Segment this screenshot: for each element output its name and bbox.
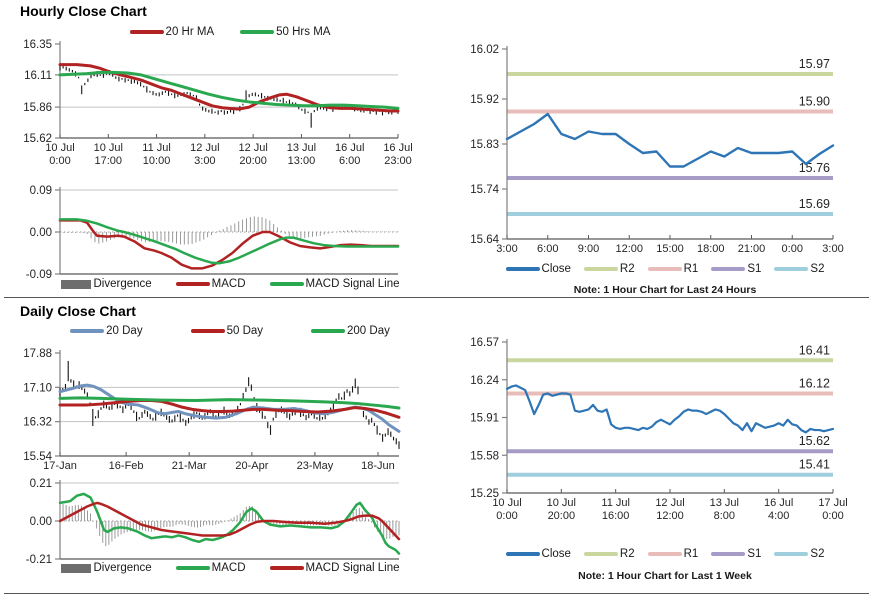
y-tick-label: 15.58 — [470, 450, 499, 463]
y-tick-label: -0.09 — [25, 269, 52, 281]
line-swatch-icon — [584, 552, 618, 556]
legend-label: Close — [541, 263, 571, 275]
level-label-S1: 15.62 — [798, 434, 830, 449]
legend-label: 50 Hrs MA — [276, 26, 331, 38]
hourly-pivot-chart — [437, 28, 873, 266]
level-label-R1: 16.12 — [798, 376, 830, 391]
line-swatch-icon — [191, 329, 225, 333]
level-label-R2: 15.97 — [798, 57, 830, 71]
y-tick-label: 16.02 — [470, 44, 499, 56]
daily-ma-legend — [61, 325, 399, 337]
legend-item-r1 — [648, 263, 699, 275]
legend-item-200-day — [311, 325, 390, 337]
line-swatch-icon — [584, 267, 618, 271]
x-tick-label: 21-Mar — [171, 460, 207, 472]
x-tick-label: 10 Jul 0:00 — [45, 142, 75, 167]
legend-label: R2 — [619, 548, 635, 560]
legend-item-50-hrs-ma — [240, 26, 330, 38]
legend-item-macd — [176, 562, 246, 574]
legend-label: MACD Signal Line — [305, 278, 400, 290]
legend-item-s2 — [774, 548, 824, 560]
legend-label: Divergence — [93, 278, 152, 290]
level-label-S2: 15.41 — [798, 457, 830, 472]
y-tick-label: 0.21 — [29, 478, 52, 490]
level-label-R2: 16.41 — [798, 343, 830, 358]
legend-item-20-day — [70, 325, 142, 337]
line-swatch-icon — [711, 267, 745, 271]
x-tick-label: 18-Jun — [361, 460, 395, 472]
legend-label: Divergence — [93, 562, 152, 574]
x-tick-label: 20-Apr — [235, 460, 269, 472]
legend-item-50-day — [191, 325, 263, 337]
y-tick-label: 15.25 — [470, 488, 499, 500]
line-swatch-icon — [648, 267, 682, 271]
x-tick-label: 13 Jul 8:00 — [709, 497, 740, 522]
legend-label: MACD — [211, 562, 246, 574]
y-tick-label: 15.83 — [470, 139, 499, 151]
y-tick-label: 15.74 — [470, 184, 499, 196]
legend-item-r1 — [648, 548, 699, 560]
y-tick-label: 16.24 — [470, 374, 499, 387]
macd-line — [60, 494, 399, 554]
daily-pivot-chart — [437, 328, 873, 533]
x-tick-label: 16-Feb — [108, 460, 144, 472]
legend-item-macd-signal-line — [270, 562, 400, 574]
x-tick-label: 10 Jul 17:00 — [93, 142, 123, 167]
hourly-macd-legend — [61, 278, 399, 290]
bar-swatch-icon — [61, 564, 91, 573]
x-tick-label: 23-May — [296, 460, 334, 472]
legend-label: Close — [541, 548, 571, 560]
y-tick-label: 15.64 — [470, 234, 499, 246]
level-label-S1: 15.76 — [798, 161, 830, 175]
y-tick-label: 15.91 — [470, 412, 499, 425]
x-tick-label: 16 Jul 6:00 — [335, 142, 365, 167]
legend-label: 200 Day — [347, 325, 390, 337]
x-tick-label: 11 Jul 16:00 — [601, 497, 630, 522]
legend-item-s1 — [711, 548, 761, 560]
y-tick-label: 0.00 — [29, 227, 52, 239]
line-swatch-icon — [506, 267, 540, 271]
legend-label: S2 — [810, 548, 825, 560]
hourly-pivot-note: Note: 1 Hour Chart for Last 24 Hours — [573, 284, 757, 296]
legend-label: R2 — [619, 263, 635, 275]
y-tick-label: 15.92 — [470, 94, 499, 106]
daily-pivot-legend — [497, 548, 833, 560]
line-swatch-icon — [270, 566, 304, 570]
bar-swatch-icon — [61, 280, 91, 289]
legend-item-close — [506, 548, 571, 560]
y-tick-label: 15.86 — [23, 102, 52, 115]
daily-pivot-note: Note: 1 Hour Chart for Last 1 Week — [578, 570, 752, 582]
x-tick-label: 0:00 — [781, 243, 803, 255]
legend-item-s2 — [774, 263, 824, 275]
legend-item-r2 — [584, 263, 635, 275]
line-swatch-icon — [176, 282, 210, 286]
x-tick-label: 18:00 — [696, 243, 725, 255]
legend-item-divergence — [61, 278, 152, 290]
line-swatch-icon — [506, 552, 540, 556]
legend-item-r2 — [584, 548, 635, 560]
line-swatch-icon — [70, 329, 104, 333]
line-swatch-icon — [648, 552, 682, 556]
x-tick-label: 10 Jul 20:00 — [546, 497, 577, 522]
price-bars — [60, 64, 398, 127]
legend-label: R1 — [683, 548, 699, 560]
legend-label: S1 — [747, 548, 762, 560]
x-tick-label: 11 Jul 10:00 — [142, 142, 171, 167]
legend-item-s1 — [711, 263, 761, 275]
legend-label: R1 — [683, 263, 699, 275]
y-tick-label: 16.32 — [23, 416, 52, 429]
hourly-close-chart — [0, 40, 436, 178]
y-tick-label: 16.35 — [23, 39, 52, 51]
y-tick-label: 16.11 — [24, 69, 52, 82]
line-swatch-icon — [311, 329, 345, 333]
price-bars — [60, 361, 399, 449]
x-tick-label: 15:00 — [656, 243, 684, 255]
x-tick-label: 17-Jan — [43, 460, 77, 472]
legend-item-macd-signal-line — [270, 278, 400, 290]
daily-section-title: Daily Close Chart — [20, 303, 136, 319]
hourly-ma-legend — [61, 26, 399, 38]
level-label-S2: 15.69 — [798, 197, 830, 211]
x-tick-label: 9:00 — [577, 243, 600, 255]
legend-label: S2 — [810, 263, 825, 275]
x-tick-label: 16 Jul 4:00 — [763, 497, 794, 522]
hourly-macd-chart — [0, 180, 436, 280]
legend-label: 50 Day — [226, 325, 264, 337]
y-tick-label: 0.09 — [29, 185, 52, 197]
line-swatch-icon — [270, 282, 304, 286]
x-tick-label: 3:00 — [496, 243, 518, 255]
x-tick-label: 16 Jul 23:00 — [383, 142, 413, 167]
daily-macd-legend — [61, 562, 399, 574]
bottom-divider — [4, 593, 869, 594]
legend-item-divergence — [61, 562, 152, 574]
legend-label: 20 Day — [106, 325, 143, 337]
level-label-R1: 15.90 — [798, 94, 830, 109]
ma50-line — [60, 72, 398, 108]
line-swatch-icon — [176, 566, 210, 570]
x-tick-label: 6:00 — [537, 243, 559, 255]
section-divider — [4, 297, 869, 298]
y-tick-label: 17.88 — [23, 348, 52, 360]
x-tick-label: 3:00 — [822, 243, 844, 255]
close-line — [507, 114, 833, 167]
y-tick-label: -0.21 — [25, 554, 52, 566]
line-swatch-icon — [240, 30, 274, 34]
x-tick-label: 13 Jul 13:00 — [286, 142, 317, 167]
x-tick-label: 12 Jul 3:00 — [190, 142, 220, 167]
line-swatch-icon — [774, 552, 808, 556]
divergence-bars — [60, 216, 398, 244]
x-tick-label: 12 Jul 20:00 — [238, 142, 268, 167]
legend-item-macd — [176, 278, 246, 290]
y-tick-label: 15.54 — [23, 451, 52, 463]
legend-label: MACD Signal Line — [305, 562, 400, 574]
x-tick-label: 12 Jul 12:00 — [655, 497, 685, 522]
line-swatch-icon — [774, 267, 808, 271]
line-swatch-icon — [711, 552, 745, 556]
legend-label: 20 Hr MA — [165, 26, 215, 38]
x-tick-label: 21:00 — [737, 243, 766, 255]
daily-macd-chart — [0, 474, 436, 564]
hourly-section-title: Hourly Close Chart — [20, 3, 147, 19]
legend-label: MACD — [211, 278, 246, 290]
y-tick-label: 16.57 — [470, 337, 499, 349]
hourly-pivot-legend — [497, 263, 833, 275]
daily-close-chart — [0, 340, 436, 474]
legend-label: S1 — [747, 263, 762, 275]
line-swatch-icon — [130, 30, 164, 34]
y-tick-label: 15.62 — [23, 133, 52, 145]
y-tick-label: 0.00 — [29, 516, 52, 528]
legend-item-20-hr-ma — [130, 26, 215, 38]
x-tick-label: 17 Jul 0:00 — [818, 497, 848, 522]
legend-item-close — [506, 263, 571, 275]
x-tick-label: 12:00 — [615, 243, 644, 255]
x-tick-label: 10 Jul 0:00 — [492, 497, 522, 522]
y-tick-label: 17.10 — [23, 382, 52, 395]
